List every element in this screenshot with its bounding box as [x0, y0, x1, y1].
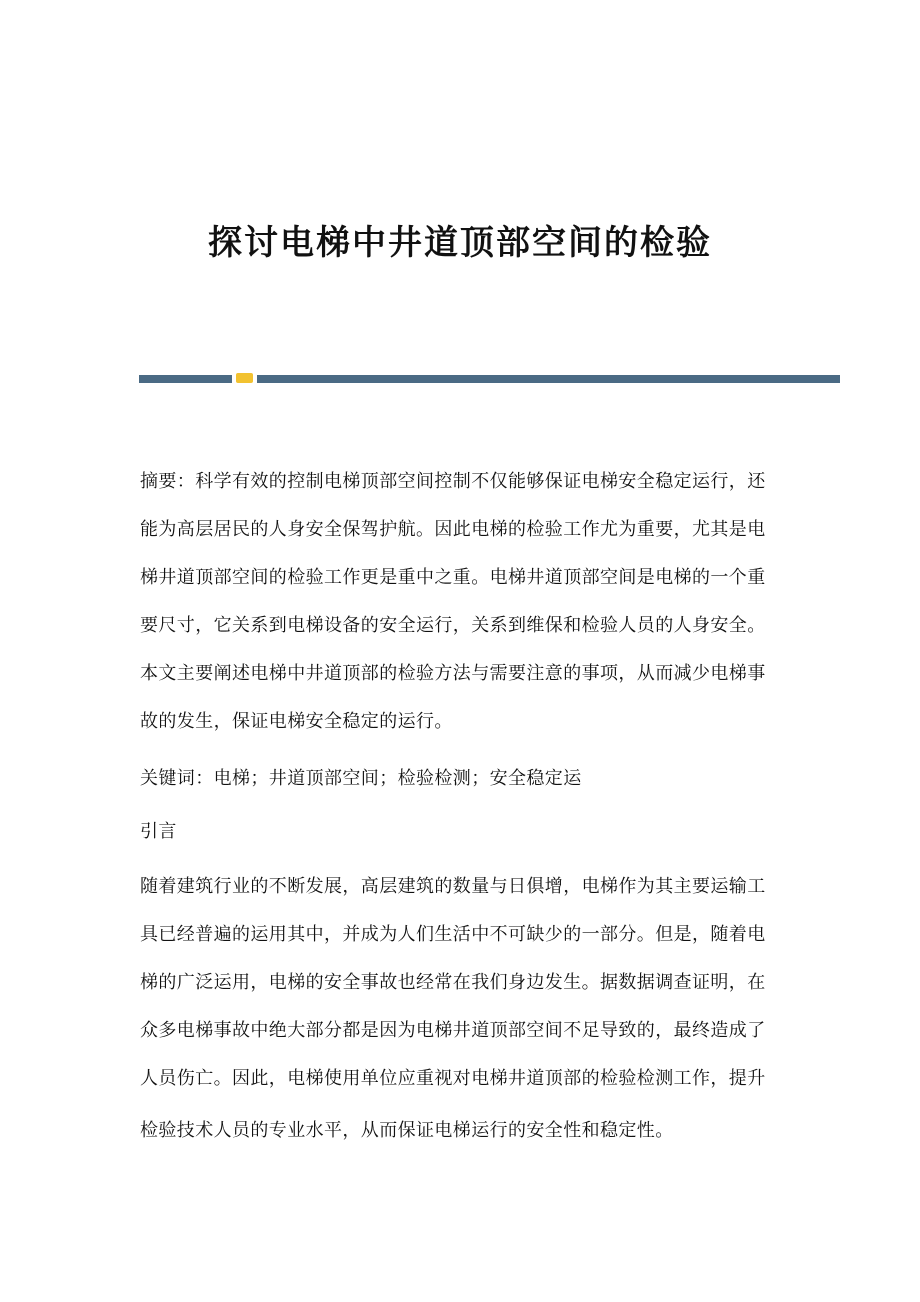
- abstract-line: 梯井道顶部空间的检验工作更是重中之重。电梯井道顶部空间是电梯的一个重: [140, 567, 766, 588]
- intro-line: 梯的广泛运用，电梯的安全事故也经常在我们身边发生。据数据调查证明，在: [140, 972, 766, 993]
- intro-line: 随着建筑行业的不断发展，高层建筑的数量与日俱增，电梯作为其主要运输工: [140, 876, 766, 897]
- intro-heading: 引言: [140, 821, 177, 842]
- divider-left: [139, 375, 232, 383]
- keywords: 关键词：电梯；井道顶部空间；检验检测；安全稳定运: [140, 768, 582, 789]
- document-title: 探讨电梯中井道顶部空间的检验: [208, 223, 712, 263]
- intro-line: 人员伤亡。因此，电梯使用单位应重视对电梯井道顶部的检验检测工作，提升: [140, 1068, 766, 1089]
- abstract-line: 摘要：科学有效的控制电梯顶部空间控制不仅能够保证电梯安全稳定运行，还: [140, 471, 766, 492]
- intro-line: 众多电梯事故中绝大部分都是因为电梯井道顶部空间不足导致的，最终造成了: [140, 1020, 766, 1041]
- abstract-line: 本文主要阐述电梯中井道顶部的检验方法与需要注意的事项，从而减少电梯事: [140, 663, 766, 684]
- intro-line: 具已经普遍的运用其中，并成为人们生活中不可缺少的一部分。但是，随着电: [140, 924, 766, 945]
- intro-line: 检验技术人员的专业水平，从而保证电梯运行的安全性和稳定性。: [140, 1120, 674, 1141]
- abstract-line: 故的发生，保证电梯安全稳定的运行。: [140, 711, 453, 732]
- divider-right: [257, 375, 840, 383]
- abstract-line: 能为高层居民的人身安全保驾护航。因此电梯的检验工作尤为重要，尤其是电: [140, 519, 766, 540]
- divider-ornament-icon: [236, 373, 253, 383]
- abstract-line: 要尺寸，它关系到电梯设备的安全运行，关系到维保和检验人员的人身安全。: [140, 615, 766, 636]
